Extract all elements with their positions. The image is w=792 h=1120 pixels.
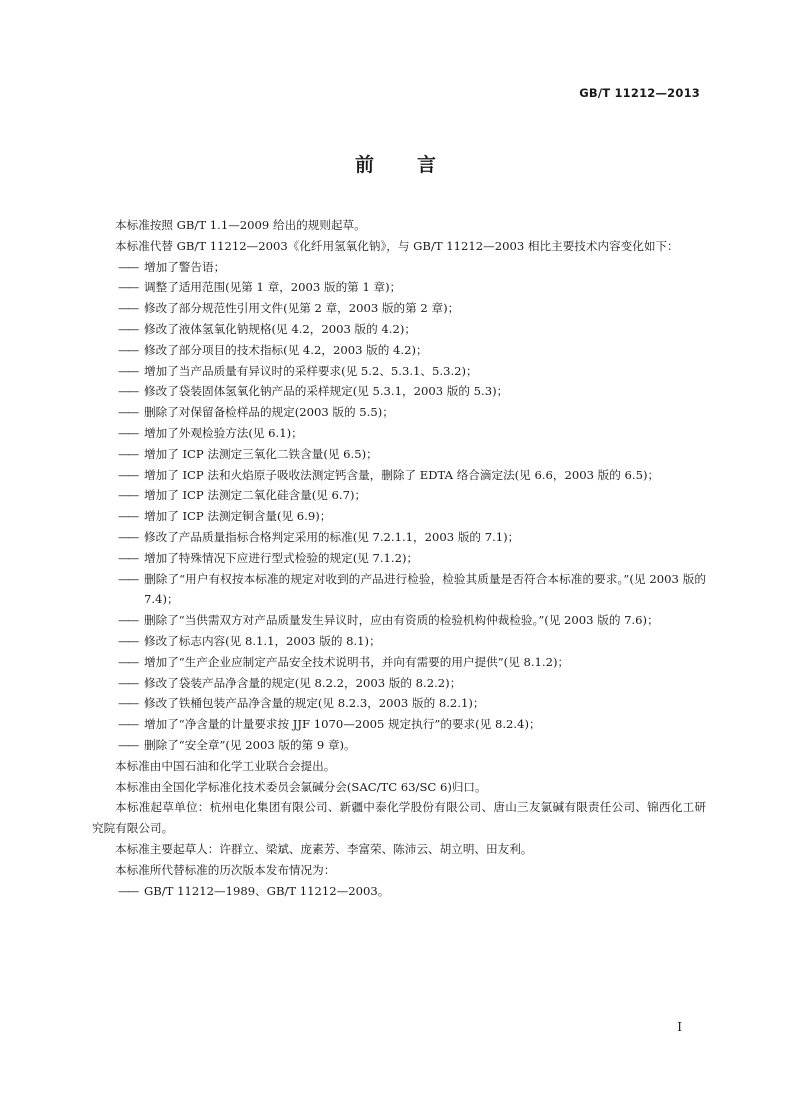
- list-item-text: 调整了适用范围(见第 1 章，2003 版的第 1 章)；: [144, 280, 402, 295]
- paragraph: 本标准由中国石油和化学工业联合会提出。: [115, 758, 336, 773]
- list-item-text: 增加了警告语；: [144, 259, 226, 274]
- list-item: [92, 257, 706, 278]
- dash-marker: ——: [118, 301, 138, 316]
- list-item: [92, 506, 706, 527]
- list-item-text: 修改了标志内容(见 8.1.1，2003 版的 8.1)；: [144, 633, 381, 648]
- dash-marker: ——: [118, 384, 138, 399]
- list-item: [92, 402, 706, 423]
- dash-marker: ——: [118, 280, 138, 295]
- page-title: [0, 150, 792, 177]
- list-item: [92, 423, 706, 444]
- dash-marker: ——: [118, 363, 138, 378]
- paragraph: 本标准由全国化学标准化技术委员会氯碱分会(SAC/TC 63/SC 6)归口。: [115, 779, 487, 794]
- dash-marker: ——: [118, 488, 138, 503]
- list-item-text: 增加了特殊情况下应进行型式检验的规定(见 7.1.2)；: [144, 550, 419, 565]
- list-item-text: 修改了产品质量指标合格判定采用的标准(见 7.2.1.1，2003 版的 7.1)；: [144, 529, 520, 544]
- list-item-text: 删除了“当供需双方对产品质量发生异议时，应由有资质的检验机构仲裁检验。”(见 2003 版的 7.6)；: [144, 613, 659, 628]
- list-item-text: 增加了外观检验方法(见 6.1)；: [144, 425, 303, 440]
- list-item: [92, 673, 706, 694]
- dash-marker: ——: [118, 654, 138, 669]
- paragraph: 本标准所代替标准的历次版本发布情况为：: [115, 862, 336, 877]
- list-item-text: 增加了 ICP 法测定三氧化二铁含量(见 6.5)；: [144, 446, 378, 461]
- list-item-text: 增加了当产品质量有异议时的采样要求(见 5.2、5.3.1、5.3.2)；: [144, 363, 478, 378]
- list-item-text: 修改了部分规范性引用文件(见第 2 章，2003 版的第 2 章)；: [144, 301, 460, 316]
- dash-marker: ——: [118, 717, 138, 732]
- list-item: [92, 548, 706, 569]
- title-char-1: 前: [354, 154, 375, 176]
- dash-marker: ——: [118, 405, 138, 420]
- list-item: [92, 319, 706, 340]
- list-item-text: 修改了铁桶包装产品净含量的规定(见 8.2.3，2003 版的 8.2.1)；: [144, 696, 485, 711]
- list-item: [92, 485, 706, 506]
- list-item-text: 增加了“净含量的计量要求按 JJF 1070—2005 规定执行”的要求(见 8.2.4)；: [144, 717, 541, 732]
- page-number: I: [677, 1020, 682, 1034]
- dash-marker: ——: [118, 467, 138, 482]
- list-item-text: 增加了 ICP 法和火焰原子吸收法测定钙含量，删除了 EDTA 络合滴定法(见 6.6，2003 版的 6.5)；: [144, 467, 660, 482]
- list-item: [92, 693, 706, 714]
- dash-marker: ——: [118, 321, 138, 336]
- dash-marker: ——: [118, 259, 138, 274]
- list-item-text: 增加了 ICP 法测定铜含量(见 6.9)；: [144, 509, 332, 524]
- list-item: [92, 569, 706, 611]
- list-item: [92, 714, 706, 735]
- list-item-text: GB/T 11212—1989、GB/T 11212—2003。: [144, 883, 390, 898]
- dash-marker: ——: [118, 550, 138, 565]
- dash-marker: ——: [118, 675, 138, 690]
- list-item-text: 增加了 ICP 法测定二氧化硅含量(见 6.7)；: [144, 488, 367, 503]
- changes-list: [92, 257, 706, 756]
- list-item: [92, 361, 706, 382]
- list-item: [92, 652, 706, 673]
- list-item: [92, 735, 706, 756]
- list-item-text: 修改了液体氢氧化钠规格(见 4.2，2003 版的 4.2)；: [144, 321, 416, 336]
- list-item-text: 删除了“用户有权按本标准的规定对收到的产品进行检验，检验其质量是否符合本标准的要求。”(见 2003 版的 7.4)；: [144, 571, 706, 607]
- list-item-text: 增加了“生产企业应制定产品安全技术说明书，并向有需要的用户提供”(见 8.1.2)；: [144, 654, 570, 669]
- list-item-text: 修改了部分项目的技术指标(见 4.2，2003 版的 4.2)；: [144, 342, 428, 357]
- list-item: [92, 631, 706, 652]
- list-item: [92, 444, 706, 465]
- list-item-text: 修改了袋装产品净含量的规定(见 8.2.2，2003 版的 8.2.2)；: [144, 675, 462, 690]
- dash-marker: ——: [118, 342, 138, 357]
- list-item-text: 修改了袋装固体氢氧化钠产品的采样规定(见 5.3.1，2003 版的 5.3)；: [144, 384, 509, 399]
- paragraph: 本标准代替 GB/T 11212—2003《化纤用氢氧化钠》，与 GB/T 11212—2003 相比主要技术内容变化如下：: [115, 238, 679, 253]
- title-char-2: 言: [417, 154, 438, 176]
- list-item: [92, 465, 706, 486]
- list-item: [92, 340, 706, 361]
- list-item: [92, 527, 706, 548]
- dash-marker: ——: [118, 696, 138, 711]
- dash-marker: ——: [118, 737, 138, 752]
- dash-marker: ——: [118, 571, 138, 586]
- paragraph: 本标准主要起草人：许群立、梁斌、庞素芳、李富荣、陈沛云、胡立明、田友利。: [115, 841, 533, 856]
- dash-marker: ——: [118, 509, 138, 524]
- list-item: [92, 298, 706, 319]
- dash-marker: ——: [118, 529, 138, 544]
- list-item-text: 删除了对保留备检样品的规定(2003 版的 5.5)；: [144, 405, 394, 420]
- list-item: [92, 277, 706, 298]
- list-item: [92, 381, 706, 402]
- dash-marker: ——: [118, 446, 138, 461]
- list-item-text: 删除了“安全章”(见 2003 版的第 9 章)。: [144, 737, 356, 752]
- paragraph: 本标准按照 GB/T 1.1—2009 给出的规则起草。: [115, 218, 366, 232]
- list-item: [92, 610, 706, 631]
- paragraph: 本标准起草单位：杭州电化集团有限公司、新疆中泰化学股份有限公司、唐山三友氯碱有限责任公司、锦西化工研究院有限公司。: [92, 800, 706, 836]
- dash-marker: ——: [118, 613, 138, 628]
- dash-marker: ——: [118, 633, 138, 648]
- dash-marker: ——: [118, 883, 138, 898]
- history-list-item: [92, 881, 706, 902]
- foreword-body: [92, 215, 706, 901]
- standard-number: GB/T 11212—2013: [579, 86, 700, 100]
- dash-marker: ——: [118, 425, 138, 440]
